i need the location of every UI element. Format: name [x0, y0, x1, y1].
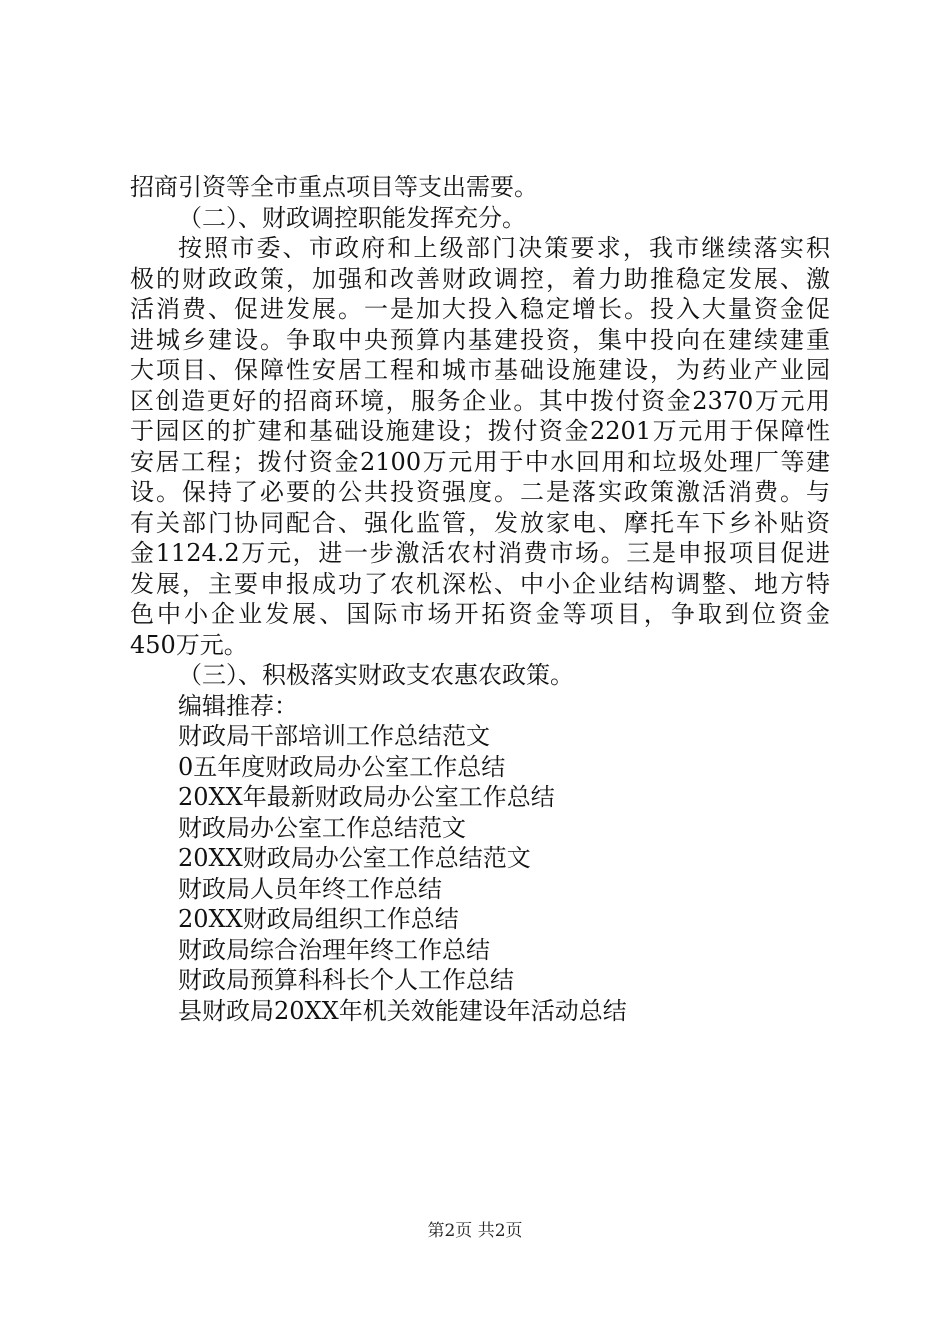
text-line: 20XX财政局组织工作总结 — [178, 905, 459, 933]
text-line: 发展，主要申报成功了农机深松、中小企业结构调整、地方特 — [130, 569, 830, 598]
text-line: 财政局办公室工作总结范文 — [178, 813, 466, 842]
text-line: 财政局干部培训工作总结范文 — [178, 722, 490, 750]
text-line: 20XX年最新财政局办公室工作总结 — [178, 783, 555, 811]
text-line: 大项目、保障性安居工程和城市基础设施建设，为药业产业园 — [130, 356, 830, 384]
page-footer: 第2页 共2页 — [427, 1221, 523, 1241]
document-body — [130, 172, 830, 1026]
text-line: 招商引资等全市重点项目等支出需要。 — [130, 173, 538, 201]
text-line: 县财政局20XX年机关效能建设年活动总结 — [178, 996, 627, 1025]
text-line: 极的财政政策，加强和改善财政调控，着力助推稳定发展、激 — [130, 264, 830, 293]
text-line: （三）、积极落实财政支农惠农政策。 — [178, 661, 574, 689]
text-line: 活消费、促进发展。一是加大投入稳定增长。投入大量资金促 — [130, 295, 830, 323]
text-line: 0五年度财政局办公室工作总结 — [178, 752, 506, 781]
text-line: 于园区的扩建和基础设施建设；拨付资金2201万元用于保障性 — [130, 417, 830, 445]
text-line: 财政局预算科科长个人工作总结 — [178, 966, 514, 994]
text-line: 20XX财政局办公室工作总结范文 — [178, 844, 531, 872]
text-line: 设。保持了必要的公共投资强度。二是落实政策激活消费。与 — [130, 478, 830, 506]
text-line: 编辑推荐： — [178, 691, 298, 720]
text-line: 安居工程；拨付资金2100万元用于中水回用和垃圾处理厂等建 — [130, 447, 830, 476]
text-line: 区创造更好的招商环境，服务企业。其中拨付资金2370万元用 — [130, 386, 830, 415]
text-line: 450万元。 — [130, 630, 248, 659]
text-line: 财政局人员年终工作总结 — [178, 874, 442, 903]
text-line: 有关部门协同配合、强化监管，发放家电、摩托车下乡补贴资 — [130, 508, 830, 537]
text-line: 金1124.2万元，进一步激活农村消费市场。三是申报项目促进 — [130, 539, 830, 567]
text-line: 进城乡建设。争取中央预算内基建投资，集中投向在建续建重 — [130, 325, 830, 354]
text-line: 财政局综合治理年终工作总结 — [178, 935, 490, 964]
text-line: 按照市委、市政府和上级部门决策要求，我市继续落实积 — [178, 234, 830, 262]
text-line: 色中小企业发展、国际市场开拓资金等项目，争取到位资金 — [130, 600, 830, 628]
text-line: （二）、财政调控职能发挥充分。 — [178, 203, 526, 232]
